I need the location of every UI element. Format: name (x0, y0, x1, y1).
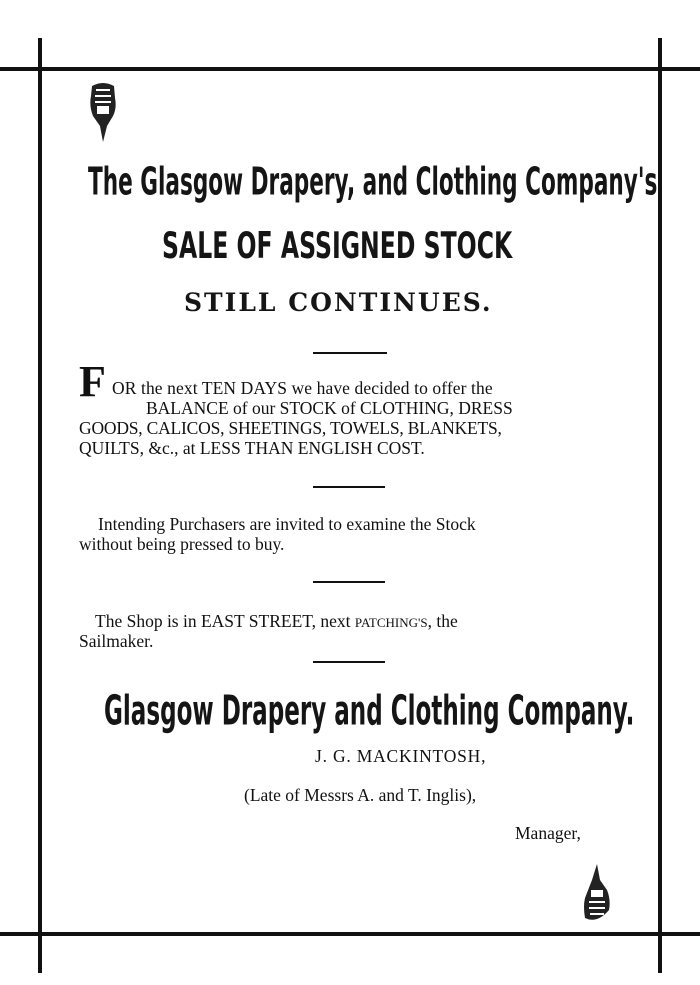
text-segment: , the (427, 611, 458, 631)
headline: SALE OF ASSIGNED STOCK (162, 225, 513, 268)
company-name: Glasgow Drapery and Clothing Company. (104, 686, 635, 735)
pointing-hand-icon (580, 862, 614, 924)
divider (313, 581, 385, 583)
subheadline (184, 288, 493, 317)
divider (313, 661, 385, 663)
late-of: (Late of Messrs A. and T. Inglis), (244, 785, 477, 805)
text-line: without being pressed to buy. (79, 534, 285, 554)
text-line: BALANCE of our STOCK of CLOTHING, DRESS (146, 398, 513, 418)
bottom-border (0, 932, 700, 936)
text-line: Sailmaker. (79, 631, 154, 651)
text-line: QUILTS, &c., at LESS THAN ENGLISH COST. (79, 438, 425, 458)
text-line: GOODS, CALICOS, SHEETINGS, TOWELS, BLANKETS, (79, 418, 502, 438)
manager-role: Manager, (515, 823, 581, 843)
pointing-hand-icon (86, 82, 120, 144)
right-border (658, 38, 662, 973)
subheadline-text: STILL CONTINUES. (184, 288, 493, 317)
top-border (0, 67, 700, 71)
left-border (38, 38, 42, 973)
manager-name: J. G. MACKINTOSH, (315, 746, 487, 766)
text-segment: PATCHING'S (354, 615, 428, 630)
text-line (95, 611, 458, 633)
company-title: The Glasgow Drapery, and Clothing Company's (88, 160, 658, 205)
divider (313, 486, 385, 488)
divider (313, 352, 387, 354)
text-segment: The Shop is in EAST STREET, next (95, 611, 355, 631)
dropcap: F (79, 357, 106, 406)
text-line: Intending Purchasers are invited to examine the Stock (98, 514, 476, 534)
text-line: OR the next TEN DAYS we have decided to offer the (112, 378, 493, 398)
